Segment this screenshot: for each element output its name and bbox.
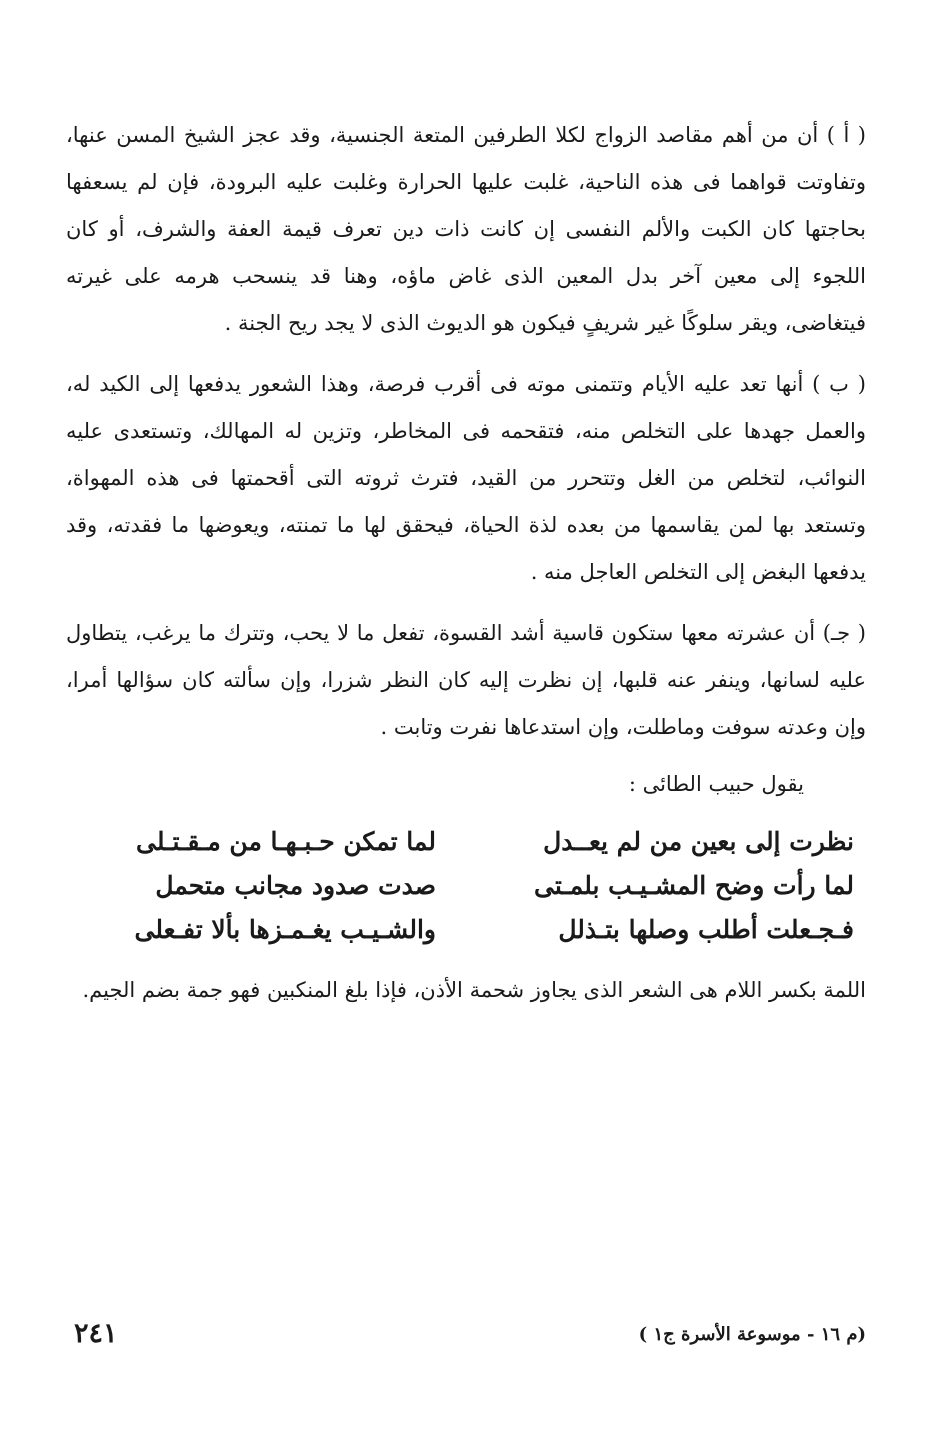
page-footer [66,1318,866,1358]
verse-first-hemistich: لما رأت وضح المشـيـب بلمـتى [534,871,854,900]
poem-verse [66,864,866,908]
verse-second-hemistich: لما تمكن حـبـهـا من مـقـتـلى [136,827,436,856]
footnote: اللمة بكسر اللام هى الشعر الذى يجاوز شحمة الأذن، فإذا بلغ المنكبين فهو جمة بضم الجيم. [82,978,866,1002]
poem [66,820,866,952]
verse-second-hemistich: صدت صدود مجانب متحمل [155,871,436,900]
poem-verse [66,908,866,952]
page-body [66,112,866,1012]
verse-second-hemistich: والشـيـب يغـمـزها بألا تفـعلى [134,915,436,944]
verse-first-hemistich: فـجـعلت أطلب وصلها بتـذلل [558,915,854,944]
paragraph-a: ( أ ) أن من أهم مقاصد الزواج لكلا الطرفين المتعة الجنسية، وقد عجز الشيخ المسن عنها، وتفاوتت قواهما فى هذه الناحية، غلبت عليها الحرارة وغلبت عليه البرودة، فإن لم يسعفها بحاجتها كان الكبت والألم النفسى إن كانت ذات دين تعرف قيمة العفة والشرف، أو كان اللجوء إلى معين آخر بدل المعين الذى غاض ماؤه، وهنا قد ينسحب هرمه على غيرته فيتغاضى، ويقر سلوكًا غير شريفٍ فيكون هو الديوث الذى لا يجد ريح الجنة . [66,123,866,335]
poem-intro: يقول حبيب الطائى : [628,772,804,796]
poem-verse [66,820,866,864]
source-reference: (م ١٦ - موسوعة الأسرة ج١ ) [638,1324,866,1345]
verse-first-hemistich: نظرت إلى بعين من لم يعــدل [543,827,854,856]
paragraph-c: ( جـ) أن عشرته معها ستكون قاسية أشد القسوة، تفعل ما لا يحب، وتترك ما يرغب، يتطاول عليه لسانها، وينفر عنه قلبها، إن نظرت إليه كان النظر شزرا، وإن سألته كان سؤالها أمرا، وإن وعدته سوفت وماطلت، وإن استدعاها نفرت وتابت . [66,621,866,739]
paragraph-b: ( ب ) أنها تعد عليه الأيام وتتمنى موته فى أقرب فرصة، وهذا الشعور يدفعها إلى الكيد له، والعمل جهدها على التخلص منه، فتقحمه فى المخاطر، وتزين له المهالك، وتستعدى عليه النوائب، لتخلص من الغل وتتحرر من القيد، فترث ثروته التى أقحمتها فى هذه المهواة، وتستعد بها لمن يقاسمها من بعده لذة الحياة، فيحقق لها ما تمنته، ويعوضها ما فقدته، وقد يدفعها البغض إلى التخلص العاجل منه . [66,372,866,584]
page-number: ٢٤١ [74,1318,118,1349]
